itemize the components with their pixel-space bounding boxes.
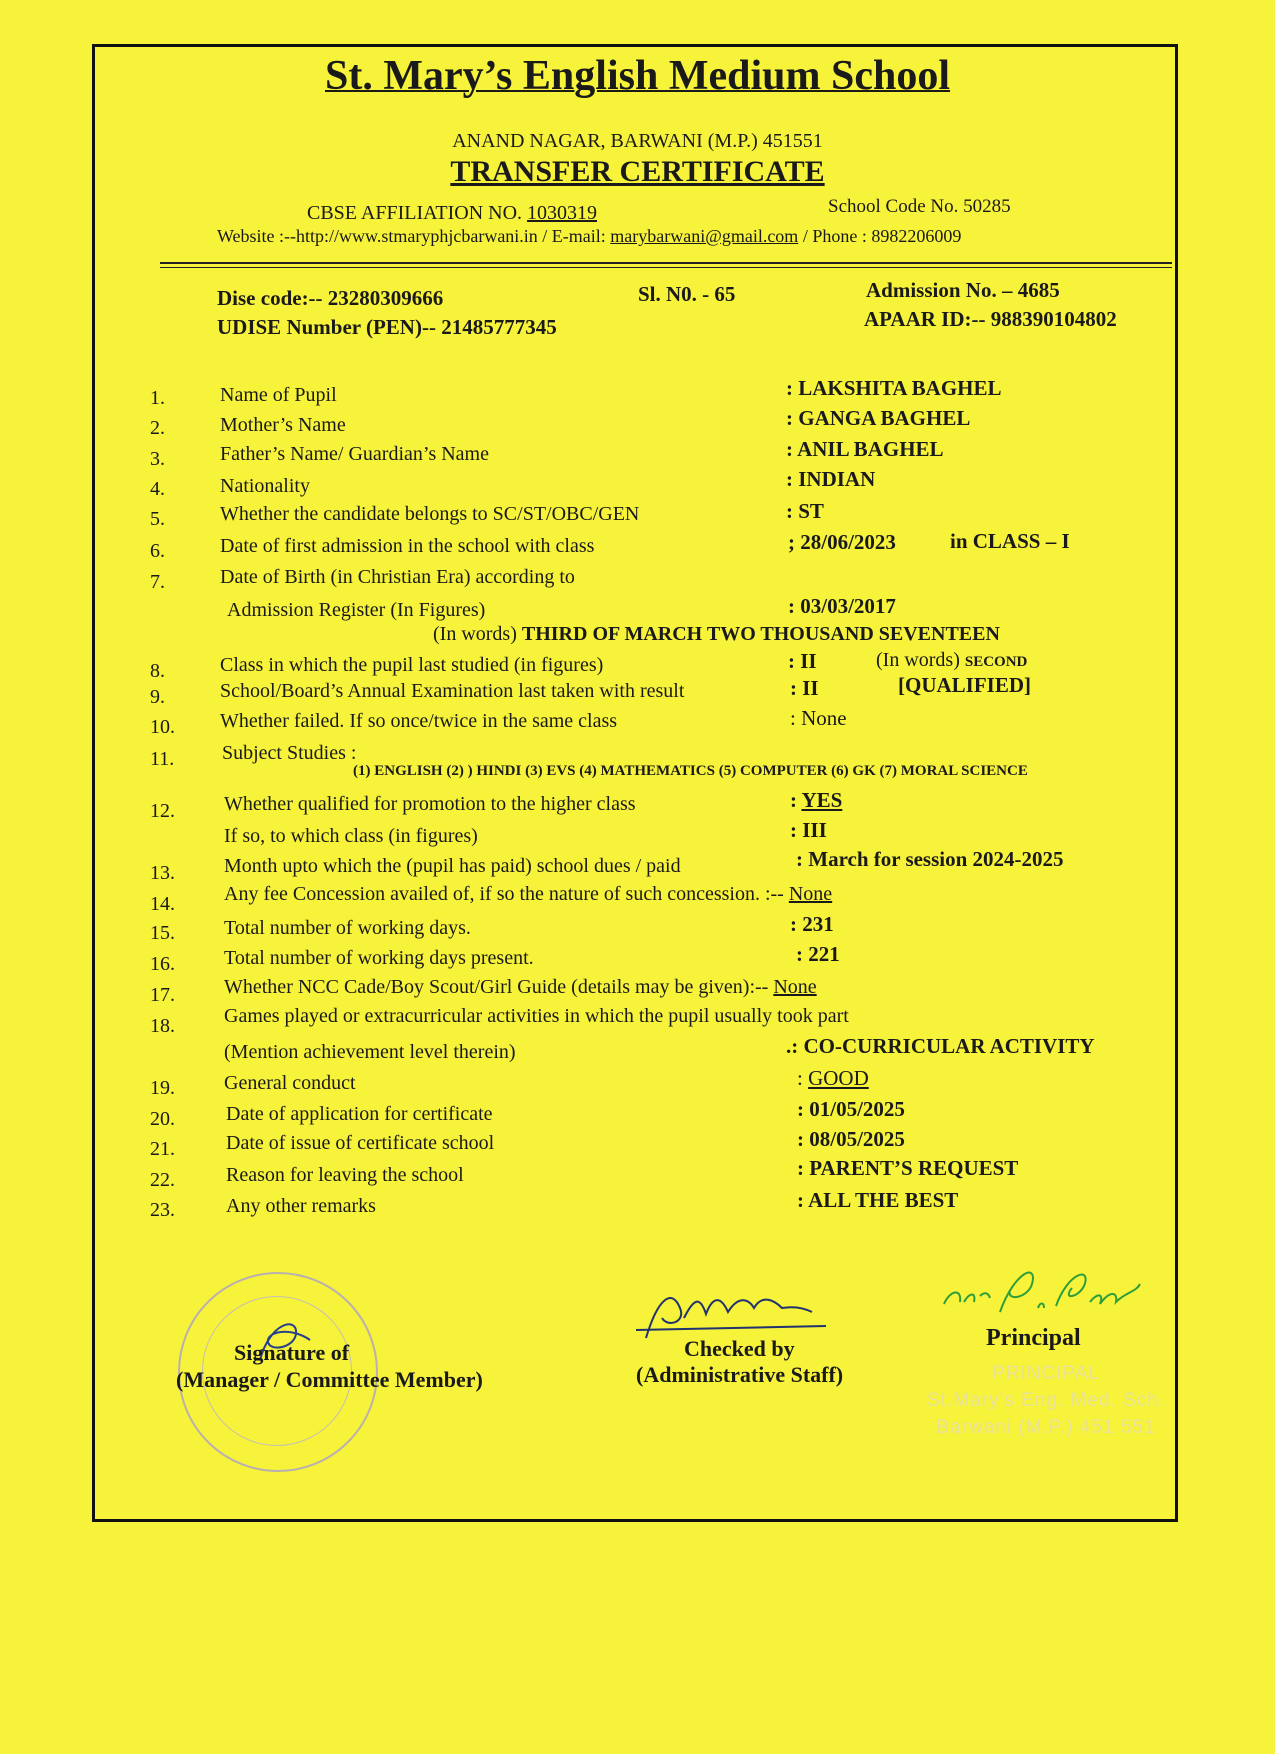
promotion-qualified: YES xyxy=(801,788,843,812)
row-label: Month upto which the (pupil has paid) school dues / paid xyxy=(224,855,681,877)
value-prefix: : xyxy=(790,788,802,812)
row-number: 18. xyxy=(150,1015,175,1037)
words-label: (In words) xyxy=(433,623,522,645)
conduct-value: GOOD xyxy=(808,1066,869,1090)
row-label: Games played or extracurricular activities in which the pupil usually took part xyxy=(224,1005,849,1027)
fee-concession-value: None xyxy=(788,883,833,905)
row-number: 8. xyxy=(150,660,165,682)
school-name: St. Mary’s English Medium School xyxy=(325,53,950,99)
row-number: 23. xyxy=(150,1199,175,1221)
row-label: Total number of working days. xyxy=(224,917,471,939)
class-in-words xyxy=(876,649,1027,672)
row-label: Class in which the pupil last studied (in figures) xyxy=(220,654,604,676)
row-number: 17. xyxy=(150,984,175,1006)
admission-class: in CLASS – I xyxy=(950,529,1070,553)
principal-label: Principal xyxy=(986,1325,1081,1351)
row-value: : None xyxy=(790,706,847,730)
row-value: : ALL THE BEST xyxy=(797,1188,959,1212)
row-number: 10. xyxy=(150,716,175,738)
words-value: THIRD OF MARCH TWO THOUSAND SEVENTEEN xyxy=(521,623,1000,645)
manager-title: (Manager / Committee Member) xyxy=(176,1367,483,1392)
row-value: ; 28/06/2023 xyxy=(788,530,896,554)
serial-number: Sl. N0. - 65 xyxy=(638,282,736,306)
row-label: Date of application for certificate xyxy=(226,1103,493,1125)
row-value: .: CO-CURRICULAR ACTIVITY xyxy=(786,1034,1095,1058)
udise-number: UDISE Number (PEN)-- 21485777345 xyxy=(217,315,557,339)
label-text: Whether NCC Cade/Boy Scout/Girl Guide (details may be given):-- xyxy=(224,976,774,998)
contact-line xyxy=(217,226,961,247)
row-number: 7. xyxy=(150,571,165,593)
row-value: : 221 xyxy=(796,942,840,966)
affiliation-label: CBSE AFFILIATION NO. xyxy=(307,202,528,224)
row-label: Date of Birth (in Christian Era) according to xyxy=(220,566,575,588)
row-label-continued: (Mention achievement level therein) xyxy=(224,1041,516,1063)
stamp-line: St.Mary’s Eng. Med. Sch. xyxy=(926,1390,1165,1411)
row-value: : GANGA BAGHEL xyxy=(786,406,971,430)
row-number: 1. xyxy=(150,387,165,409)
manager-signature-label: Signature of xyxy=(234,1340,350,1365)
row-label: Total number of working days present. xyxy=(224,947,534,969)
checked-by-label: Checked by xyxy=(684,1336,795,1361)
row-number: 14. xyxy=(150,893,175,915)
row-number: 9. xyxy=(150,686,165,708)
exam-result: [QUALIFIED] xyxy=(898,673,1032,697)
row-label-continued: If so, to which class (in figures) xyxy=(224,825,478,847)
row-label xyxy=(224,883,832,906)
row-value: : 231 xyxy=(790,912,834,936)
school-address: ANAND NAGAR, BARWANI (M.P.) 451551 xyxy=(452,130,823,152)
label-text: Any fee Concession availed of, if so the nature of such concession. :-- xyxy=(224,883,789,905)
row-label: Any other remarks xyxy=(226,1195,376,1217)
row-label: Nationality xyxy=(220,475,310,497)
admission-number: Admission No. – 4685 xyxy=(866,278,1060,302)
row-number: 21. xyxy=(150,1138,175,1160)
row-value xyxy=(790,788,842,813)
row-label: Reason for leaving the school xyxy=(226,1164,464,1186)
row-value: : II xyxy=(790,676,819,700)
row-label: Whether the candidate belongs to SC/ST/OBC/GEN xyxy=(220,503,640,525)
row-number: 3. xyxy=(150,448,165,470)
checker-title: (Administrative Staff) xyxy=(636,1362,844,1387)
row-value xyxy=(797,1066,869,1091)
divider xyxy=(160,267,1172,268)
dob-in-words xyxy=(433,623,1000,646)
subjects-list: (1) ENGLISH (2) ) HINDI (3) EVS (4) MATHEMATICS (5) COMPUTER (6) GK (7) MORAL SCIENCE xyxy=(353,763,1028,779)
row-number: 20. xyxy=(150,1108,175,1130)
row-number: 6. xyxy=(150,540,165,562)
stamp-line: PRINCIPAL xyxy=(992,1363,1100,1384)
stamp-line: Barwani (M.P.) 451 551 xyxy=(936,1417,1156,1438)
divider xyxy=(160,262,1172,264)
row-value: : March for session 2024-2025 xyxy=(796,847,1064,871)
promoted-class: : III xyxy=(790,818,827,842)
row-label: Name of Pupil xyxy=(220,384,337,406)
row-number: 19. xyxy=(150,1077,175,1099)
row-label: Date of issue of certificate school xyxy=(226,1132,495,1154)
row-number: 5. xyxy=(150,508,165,530)
row-value: : II xyxy=(788,649,817,673)
phone: / Phone : 8982206009 xyxy=(798,226,962,246)
row-value: : 03/03/2017 xyxy=(788,594,896,618)
apaar-id: APAAR ID:-- 988390104802 xyxy=(864,307,1117,331)
row-label: General conduct xyxy=(224,1072,356,1094)
row-number: 11. xyxy=(150,748,175,770)
certificate-title: TRANSFER CERTIFICATE xyxy=(450,155,825,188)
row-value: : 08/05/2025 xyxy=(797,1127,905,1151)
row-number: 2. xyxy=(150,417,165,439)
row-label xyxy=(224,976,817,999)
row-number: 22. xyxy=(150,1169,175,1191)
website: Website :--http://www.stmaryphjcbarwani.in / E-mail: xyxy=(217,226,611,246)
row-number: 12. xyxy=(150,800,175,822)
row-value: : INDIAN xyxy=(786,467,876,491)
row-label: Father’s Name/ Guardian’s Name xyxy=(220,443,489,465)
email: marybarwani@gmail.com xyxy=(610,226,799,246)
row-label: School/Board’s Annual Examination last taken with result xyxy=(220,680,685,702)
row-number: 4. xyxy=(150,478,165,500)
row-value: : ST xyxy=(786,499,824,523)
words-label: (In words) xyxy=(876,649,965,671)
row-value: : PARENT’S REQUEST xyxy=(797,1156,1019,1180)
affiliation-number: 1030319 xyxy=(527,202,598,224)
row-number: 15. xyxy=(150,922,175,944)
row-label: Mother’s Name xyxy=(220,414,346,436)
row-label: Whether qualified for promotion to the higher class xyxy=(224,793,636,815)
row-value: : 01/05/2025 xyxy=(797,1097,905,1121)
row-number: 13. xyxy=(150,862,175,884)
row-label: Date of first admission in the school with class xyxy=(220,535,595,557)
words-value: SECOND xyxy=(964,654,1028,670)
principal-stamp xyxy=(916,1360,1176,1441)
affiliation xyxy=(307,202,597,225)
school-code: School Code No. 50285 xyxy=(828,196,1011,217)
dise-code: Dise code:-- 23280309666 xyxy=(217,286,444,310)
row-label: Subject Studies : xyxy=(222,742,357,764)
row-label: Whether failed. If so once/twice in the same class xyxy=(220,710,618,732)
row-value: : LAKSHITA BAGHEL xyxy=(786,376,1002,400)
row-value: : ANIL BAGHEL xyxy=(786,437,944,461)
row-label-continued: Admission Register (In Figures) xyxy=(227,599,486,621)
value-prefix: : xyxy=(797,1066,809,1090)
row-number: 16. xyxy=(150,953,175,975)
ncc-value: None xyxy=(773,976,817,998)
